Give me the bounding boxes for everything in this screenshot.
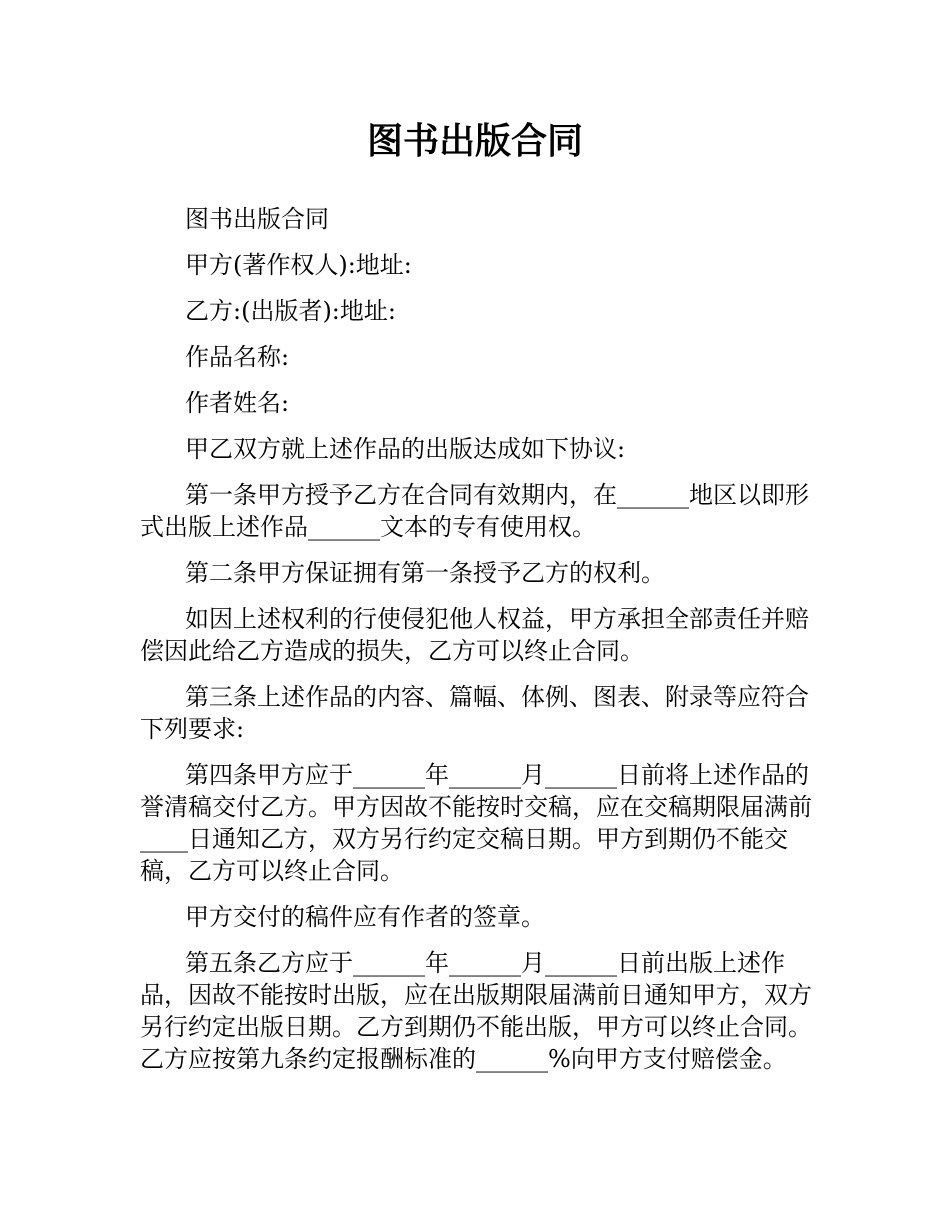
paragraph-article-4-signature: 甲方交付的稿件应有作者的签章。 xyxy=(185,903,545,931)
document-body xyxy=(140,203,812,1089)
paragraph-article-2-liability: 如因上述权利的行使侵犯他人权益，甲方承担全部责任并赔偿因此给乙方造成的损失，乙方可以终止合同。 xyxy=(140,605,809,665)
paragraph-party-a: 甲方(著作权人):地址: xyxy=(185,251,412,279)
paragraph-article-1: 第一条甲方授予乙方在合同有效期内，在______地区以即形式出版上述作品______文本的专有使用权。 xyxy=(140,481,809,541)
paragraph-agreement-intro: 甲乙双方就上述作品的出版达成如下协议: xyxy=(185,435,626,463)
paragraph-author-name: 作者姓名: xyxy=(185,389,290,417)
paragraph-article-3: 第三条上述作品的内容、篇幅、体例、图表、附录等应符合下列要求: xyxy=(140,683,809,743)
paragraph-work-name: 作品名称: xyxy=(185,343,290,371)
paragraph-article-2: 第二条甲方保证拥有第一条授予乙方的权利。 xyxy=(185,559,665,587)
paragraph-article-5: 第五条乙方应于______年______月______日前出版上述作品，因故不能按时出版，应在出版期限届满前日通知甲方，双方另行约定出版日期。乙方到期仍不能出版，甲方可以终止合同。乙方应按第九条约定报酬标准的______%向甲方支付赔偿金。 xyxy=(140,949,812,1073)
paragraph-heading: 图书出版合同 xyxy=(185,205,329,233)
document-title: 图书出版合同 xyxy=(366,121,583,162)
paragraph-party-b: 乙方:(出版者):地址: xyxy=(185,297,396,325)
paragraph-article-4: 第四条甲方应于______年______月______日前将上述作品的誉清稿交付乙方。甲方因故不能按时交稿，应在交稿期限届满前____日通知乙方，双方另行约定交稿日期。甲方到期仍不能交稿，乙方可以终止合同。 xyxy=(140,761,812,885)
